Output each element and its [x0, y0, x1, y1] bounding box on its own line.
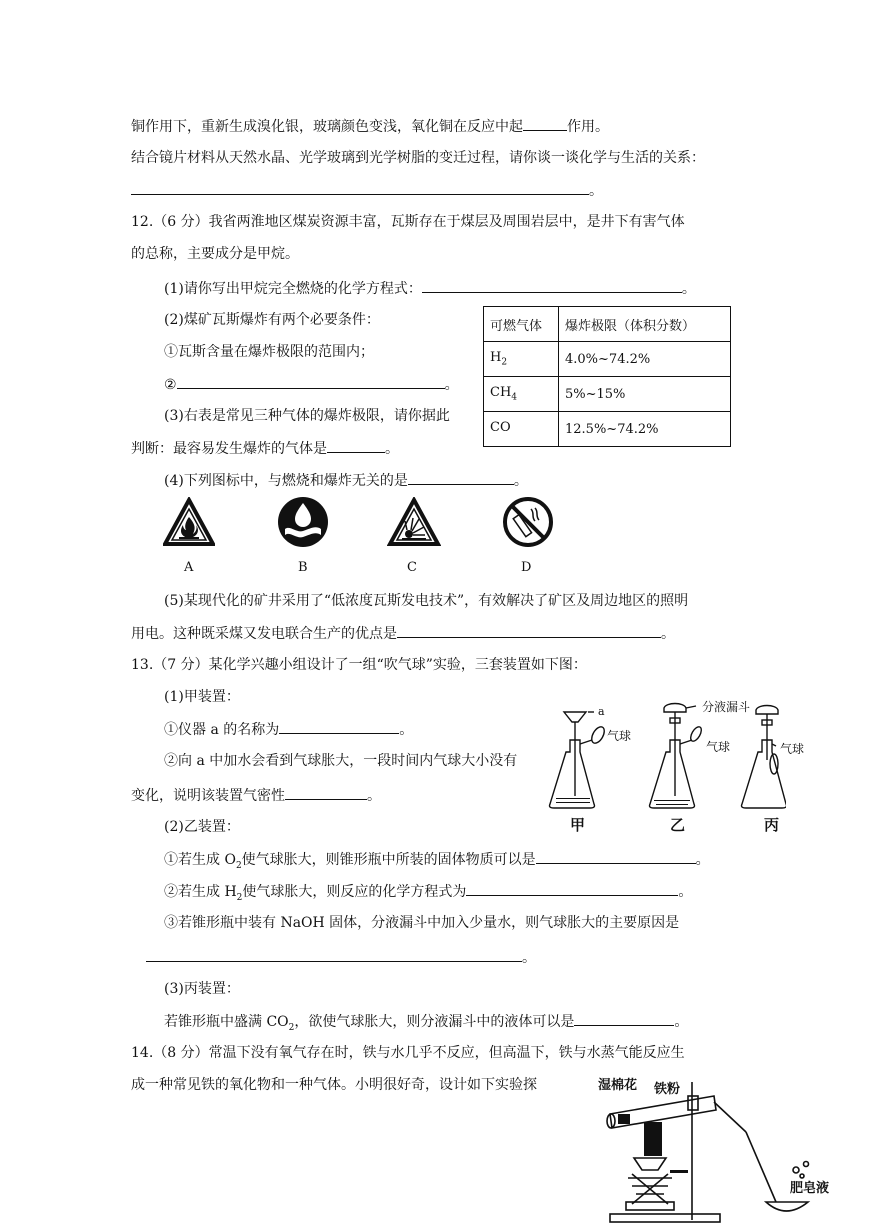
text-line: (1)甲装置： [164, 689, 240, 705]
answer-blank[interactable] [177, 374, 445, 389]
flammable-icon [163, 497, 215, 547]
answer-blank[interactable] [327, 438, 385, 453]
explosive-icon [387, 497, 441, 547]
text-line: ①瓦斯含量在爆炸极限的范围内； [164, 344, 374, 360]
table-cell: CO [484, 412, 559, 447]
table-row [484, 307, 731, 342]
question-13: 13.（7 分）某化学兴趣小组设计了一组“吹气球”实验，三套装置如下图： [131, 657, 587, 673]
table-row [484, 412, 731, 447]
text-line: (3)丙装置： [164, 981, 240, 997]
text-line: (4)下列图标中，与燃烧和爆炸无关的是 。 [164, 470, 528, 491]
table-cell: 4.0%~74.2% [559, 342, 731, 377]
text-line: 变化，说明该装置气密性 。 [131, 785, 381, 806]
answer-line: 。 [131, 180, 603, 201]
answer-blank[interactable] [285, 785, 367, 800]
text-line: 成一种常见铁的氧化物和一种气体。小明很好奇，设计如下实验探 [131, 1077, 537, 1093]
iron-steam-apparatus-figure [596, 1074, 832, 1226]
text-line: (2)乙装置： [164, 819, 240, 835]
text-line: (1)请你写出甲烷完全燃烧的化学方程式： 。 [164, 278, 696, 299]
answer-blank[interactable] [131, 180, 589, 195]
answer-blank[interactable] [523, 116, 567, 131]
text-line: 的总称，主要成分是甲烷。 [131, 246, 299, 262]
text-line: 结合镜片材料从天然水晶、光学玻璃到光学树脂的变迁过程，请你谈一谈化学与生活的关系： [131, 150, 705, 166]
soap-solution-label: 肥皂液 [790, 1181, 830, 1196]
balloon-label: 气球 [607, 729, 632, 743]
explosion-limit-table [483, 306, 731, 447]
text-line: 若锥形瓶中盛满 $CO_2$，欲使气球胀大，则分液漏斗中的液体可以是 。 [164, 1011, 688, 1038]
text-line: (2)煤矿瓦斯爆炸有两个必要条件： [164, 312, 380, 328]
icon-label: A [184, 560, 194, 575]
table-header: 可燃气体 [484, 307, 559, 342]
text-line: ②若生成 $H_2$使气球胀大，则反应的化学方程式为 。 [164, 881, 692, 908]
apparatus-a-label: a [598, 705, 605, 718]
table-header: 爆炸极限（体积分数） [559, 307, 731, 342]
text-line: (3)右表是常见三种气体的爆炸极限，请你据此 [164, 408, 450, 424]
answer-blank[interactable] [536, 849, 696, 864]
icon-label: C [407, 560, 417, 575]
text-line: 用电。这种既采煤又发电联合生产的优点是 。 [131, 623, 675, 644]
answer-blank[interactable] [422, 278, 682, 293]
answer-blank[interactable] [408, 470, 514, 485]
answer-blank[interactable] [466, 881, 678, 896]
wet-cotton-label: 湿棉花 [598, 1078, 638, 1093]
table-cell: $H_2$ [484, 342, 559, 377]
text-line: ② 。 [164, 374, 459, 395]
table-cell: 5%~15% [559, 377, 731, 412]
icon-label: B [298, 560, 308, 575]
text-line: ②向 a 中加水会看到气球胀大，一段时间内气球大小没有 [164, 753, 518, 769]
text-line: 判断：最容易发生爆炸的气体是 。 [131, 438, 399, 459]
table-cell: 12.5%~74.2% [559, 412, 731, 447]
apparatus-label-bing: 丙 [764, 816, 780, 834]
answer-blank[interactable] [574, 1011, 674, 1026]
text-line: ①若生成 $O_2$使气球胀大，则锥形瓶中所装的固体物质可以是 。 [164, 849, 710, 876]
table-row [484, 342, 731, 377]
balloon-label: 气球 [780, 742, 805, 756]
water-drop-icon [276, 495, 330, 549]
funnel-label: 分液漏斗 [702, 700, 751, 714]
answer-blank[interactable] [146, 947, 522, 962]
iron-powder-label: 铁粉 [654, 1082, 681, 1097]
answer-line: 。 [146, 947, 536, 968]
no-smoking-icon [501, 495, 555, 549]
balloon-label: 气球 [706, 740, 731, 754]
apparatus-label-yi: 乙 [670, 816, 686, 834]
text-line: 铜作用下，重新生成溴化银，玻璃颜色变浅，氧化铜在反应中起 作用。 [131, 116, 609, 137]
answer-blank[interactable] [397, 623, 661, 638]
text-line: ①仪器 a 的名称为 。 [164, 719, 413, 740]
icon-label: D [521, 560, 532, 575]
question-12: 12.（6 分）我省两淮地区煤炭资源丰富，瓦斯存在于煤层及周围岩层中，是井下有害气体 [131, 214, 685, 230]
text-line: (5)某现代化的矿井采用了“低浓度瓦斯发电技术”，有效解决了矿区及周边地区的照明 [164, 593, 689, 609]
table-row [484, 377, 731, 412]
apparatus-label-jia: 甲 [570, 816, 586, 834]
question-14: 14.（8 分）常温下没有氧气存在时，铁与水几乎不反应，但高温下，铁与水蒸气能反应生 [131, 1045, 685, 1061]
table-cell: $CH_4$ [484, 377, 559, 412]
text-line: ③若锥形瓶中装有 NaOH 固体，分液漏斗中加入少量水，则气球胀大的主要原因是 [164, 915, 680, 931]
answer-blank[interactable] [279, 719, 399, 734]
